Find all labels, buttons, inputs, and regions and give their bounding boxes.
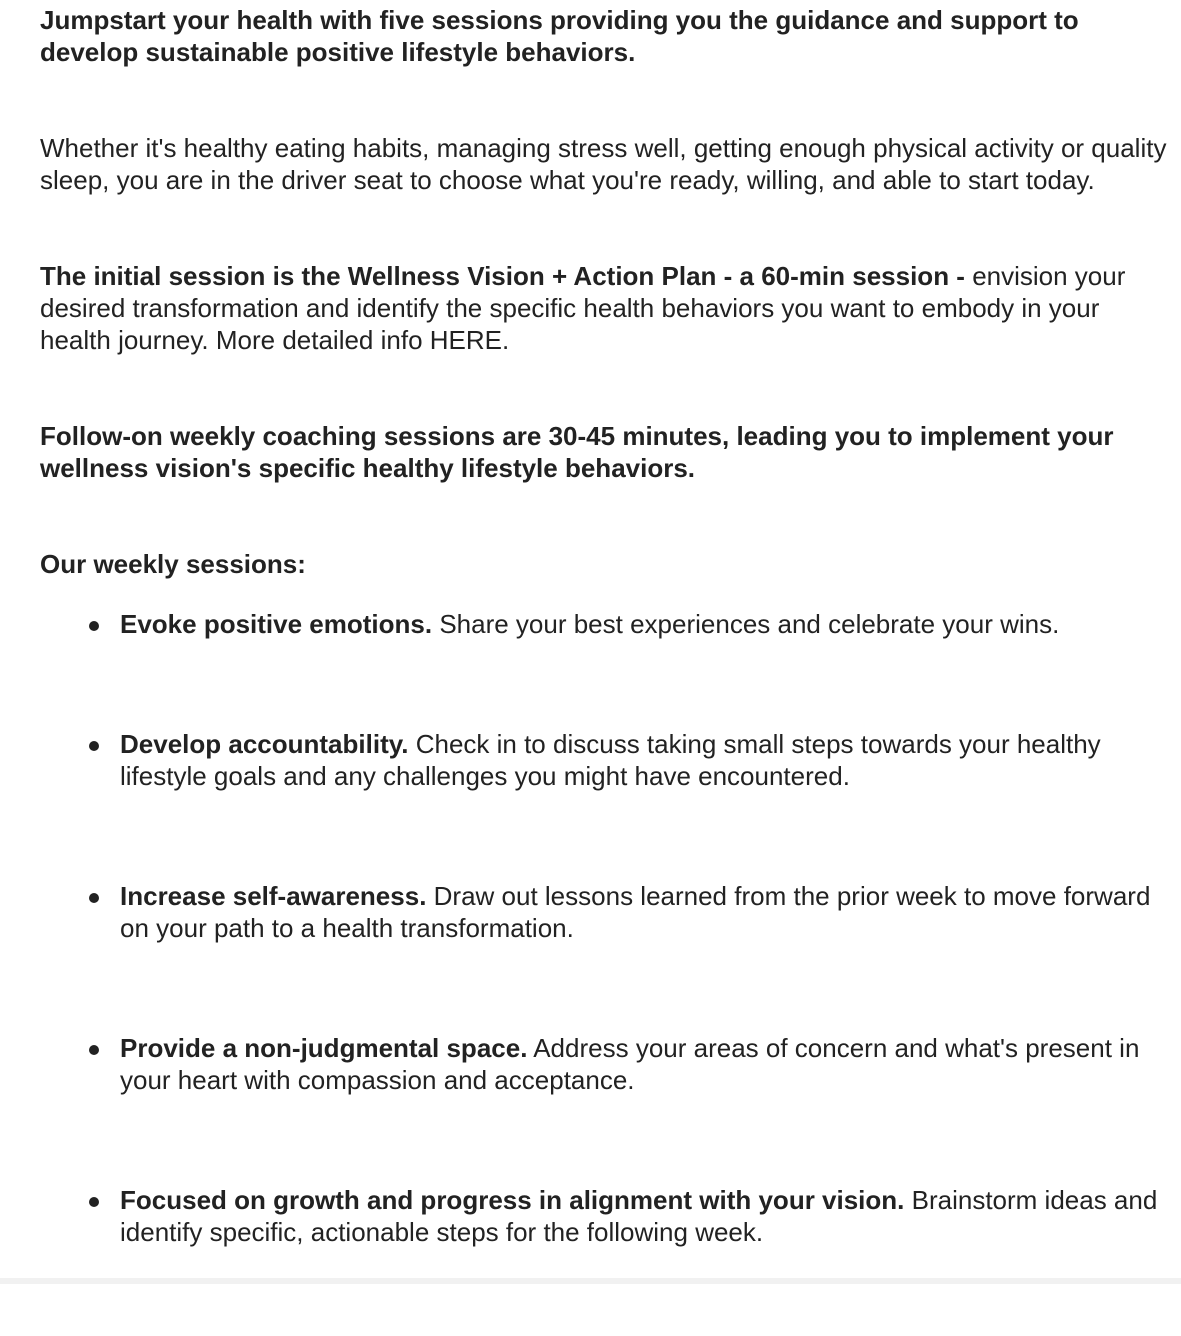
document-body — [40, 4, 1170, 1336]
bullet-icon — [89, 893, 99, 903]
follow-on-text: Follow-on weekly coaching sessions are 30-45 minutes, leading you to implement your wellness vision's specific healthy lifestyle behaviors. — [40, 421, 1114, 483]
intro-text: Jumpstart your health with five sessions providing you the guidance and support to develop sustainable positive lifestyle behaviors. — [40, 5, 1079, 67]
bullet-icon — [89, 621, 99, 631]
follow-on-paragraph — [40, 420, 1170, 484]
bullet-icon — [89, 741, 99, 751]
session-text: Check in to discuss taking small steps towards your healthy lifestyle goals and any challenges you might have encountered. — [120, 729, 1101, 791]
list-item — [40, 1184, 1170, 1248]
bullet-icon — [89, 1045, 99, 1055]
intro-paragraph — [40, 4, 1170, 68]
list-item — [40, 608, 1170, 640]
initial-session-title: The initial session is the Wellness Vision + Action Plan - a 60-min session - — [40, 261, 965, 291]
session-title: Provide a non-judgmental space. — [120, 1033, 528, 1063]
bottom-edge-shade — [0, 1278, 1181, 1284]
session-title: Increase self-awareness. — [120, 881, 427, 911]
session-title: Evoke positive emotions. — [120, 609, 433, 639]
initial-session-description: envision your desired transformation and identify the specific health behaviors you want to embody in your health journey. More detailed info HERE. — [40, 261, 1126, 355]
list-item — [40, 880, 1170, 944]
session-text: Address your areas of concern and what's present in your heart with compassion and acceptance. — [120, 1033, 1140, 1095]
weekly-sessions-list — [40, 608, 1170, 1248]
habits-paragraph: Whether it's healthy eating habits, managing stress well, getting enough physical activity or quality sleep, you are in the driver seat to choose what you're ready, willing, and able to start today. — [40, 133, 1167, 195]
list-item — [40, 1032, 1170, 1096]
session-text: Brainstorm ideas and identify specific, actionable steps for the following week. — [120, 1185, 1158, 1247]
bullet-icon — [89, 1197, 99, 1207]
list-item — [40, 728, 1170, 792]
session-title: Develop accountability. — [120, 729, 409, 759]
initial-session-paragraph — [40, 260, 1170, 356]
session-text: Draw out lessons learned from the prior week to move forward on your path to a health transformation. — [120, 881, 1151, 943]
weekly-sessions-heading — [40, 548, 1170, 580]
session-title: Focused on growth and progress in alignment with your vision. — [120, 1185, 905, 1215]
weekly-sessions-heading-text: Our weekly sessions: — [40, 549, 306, 579]
session-text: Share your best experiences and celebrate your wins. — [432, 609, 1060, 639]
